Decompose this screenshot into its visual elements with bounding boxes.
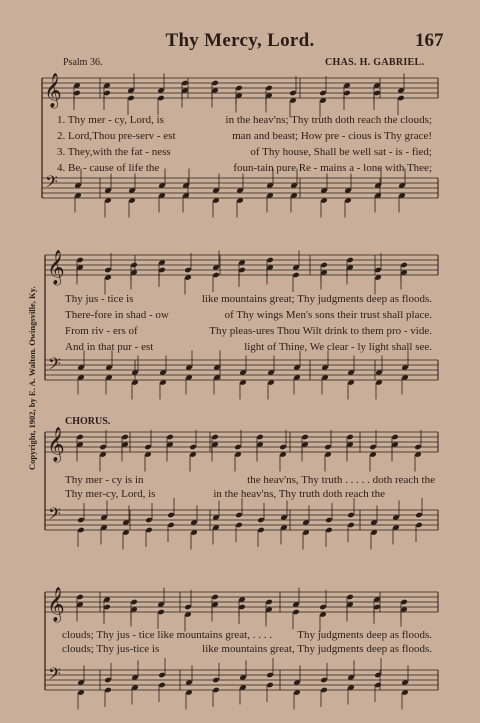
page-number: 167 bbox=[415, 30, 444, 51]
svg-text:𝄞: 𝄞 bbox=[44, 73, 62, 108]
final-line: clouds; Thy jus-tice is like mountains great, Thy judgments deep as floods. bbox=[62, 643, 432, 655]
verse-line: From riv - ers of Thy pleas-ures Thou Wilt drink to them pro - vide. bbox=[65, 325, 432, 337]
verse-line: And in that pur - est light of Thine, We clear - ly light shall see. bbox=[65, 341, 432, 353]
final-line: clouds; Thy jus - tice like mountains great, . . . . Thy judgments deep as floods. bbox=[62, 629, 432, 641]
svg-text:𝄞: 𝄞 bbox=[47, 250, 65, 285]
svg-text:𝄞: 𝄞 bbox=[47, 587, 65, 622]
svg-text:𝄞: 𝄞 bbox=[47, 427, 65, 462]
svg-text:𝄢: 𝄢 bbox=[48, 353, 61, 378]
verse-line: 4. Be - cause of life the foun-tain pure Re - mains a - lone with Thee; bbox=[57, 162, 432, 174]
verse-line: 3. They,with the fat - ness of Thy house, Shall be well sat - is - fied; bbox=[57, 146, 432, 158]
svg-text:𝄢: 𝄢 bbox=[48, 663, 61, 688]
svg-text:𝄢: 𝄢 bbox=[48, 503, 61, 528]
verse-line: There-fore in shad - ow of Thy wings Men's sons their trust shall place. bbox=[65, 309, 432, 321]
chorus-line: Thy mer - cy is in the heav'ns, Thy truth . . . . . doth reach the bbox=[65, 474, 435, 486]
chorus-line: Thy mer-cy, Lord, is in the heav'ns, Thy truth doth reach the bbox=[65, 488, 385, 500]
psalm-reference: Psalm 36. bbox=[63, 57, 103, 68]
copyright-notice: Copyright, 1902, by E. A. Walton. Owingsville, Ky. bbox=[27, 286, 37, 470]
chorus-label: CHORUS. bbox=[65, 416, 111, 427]
hymn-title: Thy Mercy, Lord. bbox=[165, 30, 315, 51]
composer-credit: CHAS. H. GABRIEL. bbox=[325, 57, 425, 68]
verse-line: 1. Thy mer - cy, Lord, is in the heav'ns; Thy truth doth reach the clouds; bbox=[57, 114, 432, 126]
svg-text:𝄢: 𝄢 bbox=[45, 171, 58, 196]
verse-line: Thy jus - tice is like mountains great; Thy judgments deep as floods. bbox=[65, 293, 432, 305]
verse-line: 2. Lord,Thou pre-serv - est man and beast; How pre - cious is Thy grace! bbox=[57, 130, 432, 142]
